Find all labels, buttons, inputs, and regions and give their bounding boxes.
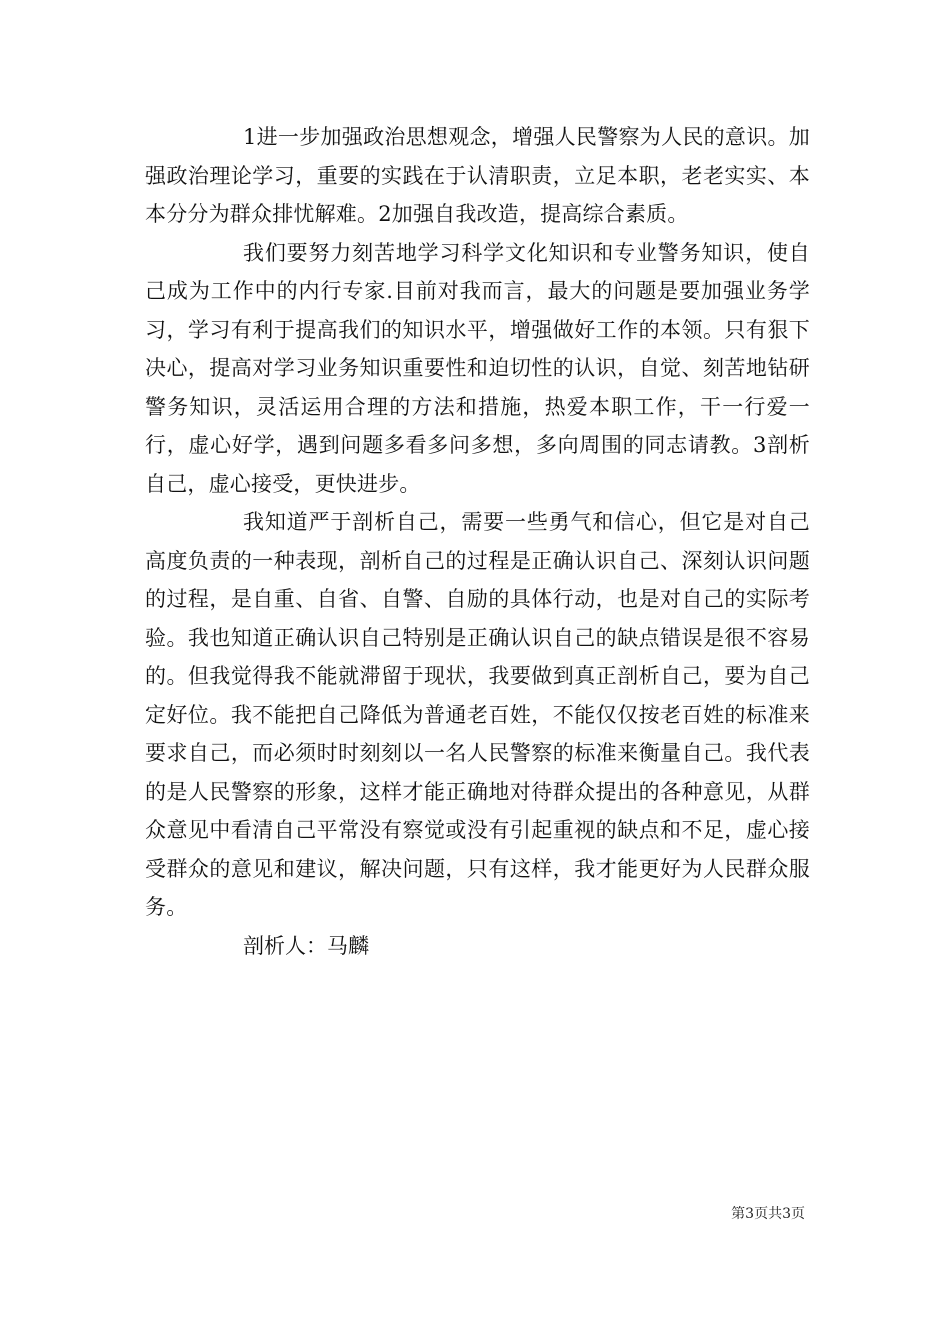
page-number: 第3页共3页 — [731, 1206, 805, 1222]
signature-line: 剖析人：马麟 — [243, 933, 369, 958]
document-body — [145, 118, 810, 965]
paragraph-3: 我知道严于剖析自己，需要一些勇气和信心，但它是对自己高度负责的一种表现，剖析自己的过程是正确认识自己、深刻认识问题的过程，是自重、自省、自警、自励的具体行动，也是对自己的实际考验。我也知道正确认识自己特别是正确认识自己的缺点错误是很不容易的。但我觉得我不能就滞留于现状，我要做到真正剖析自己，要为自己定好位。我不能把自己降低为普通老百姓，不能仅仅按老百姓的标准来要求自己，而必须时时刻刻以一名人民警察的标准来衡量自己。我代表的是人民警察的形象，这样才能正确地对待群众提出的各种意见，从群众意见中看清自己平常没有察觉或没有引起重视的缺点和不足，虚心接受群众的意见和建议，解决问题，只有这样，我才能更好为人民群众服务。 — [145, 510, 810, 919]
paragraph-1: 1进一步加强政治思想观念，增强人民警察为人民的意识。加强政治理论学习，重要的实践在于认清职责，立足本职，老老实实、本本分分为群众排忧解难。2加强自我改造，提高综合素质。 — [145, 125, 810, 226]
paragraph-2: 我们要努力刻苦地学习科学文化知识和专业警务知识，使自己成为工作中的内行专家.目前对我而言，最大的问题是要加强业务学习，学习有利于提高我们的知识水平，增强做好工作的本领。只有狠下决心，提高对学习业务知识重要性和迫切性的认识，自觉、刻苦地钻研警务知识，灵活运用合理的方法和措施，热爱本职工作，干一行爱一行，虚心好学，遇到问题多看多问多想，多向周围的同志请教。3剖析自己，虚心接受，更快进步。 — [145, 240, 810, 496]
